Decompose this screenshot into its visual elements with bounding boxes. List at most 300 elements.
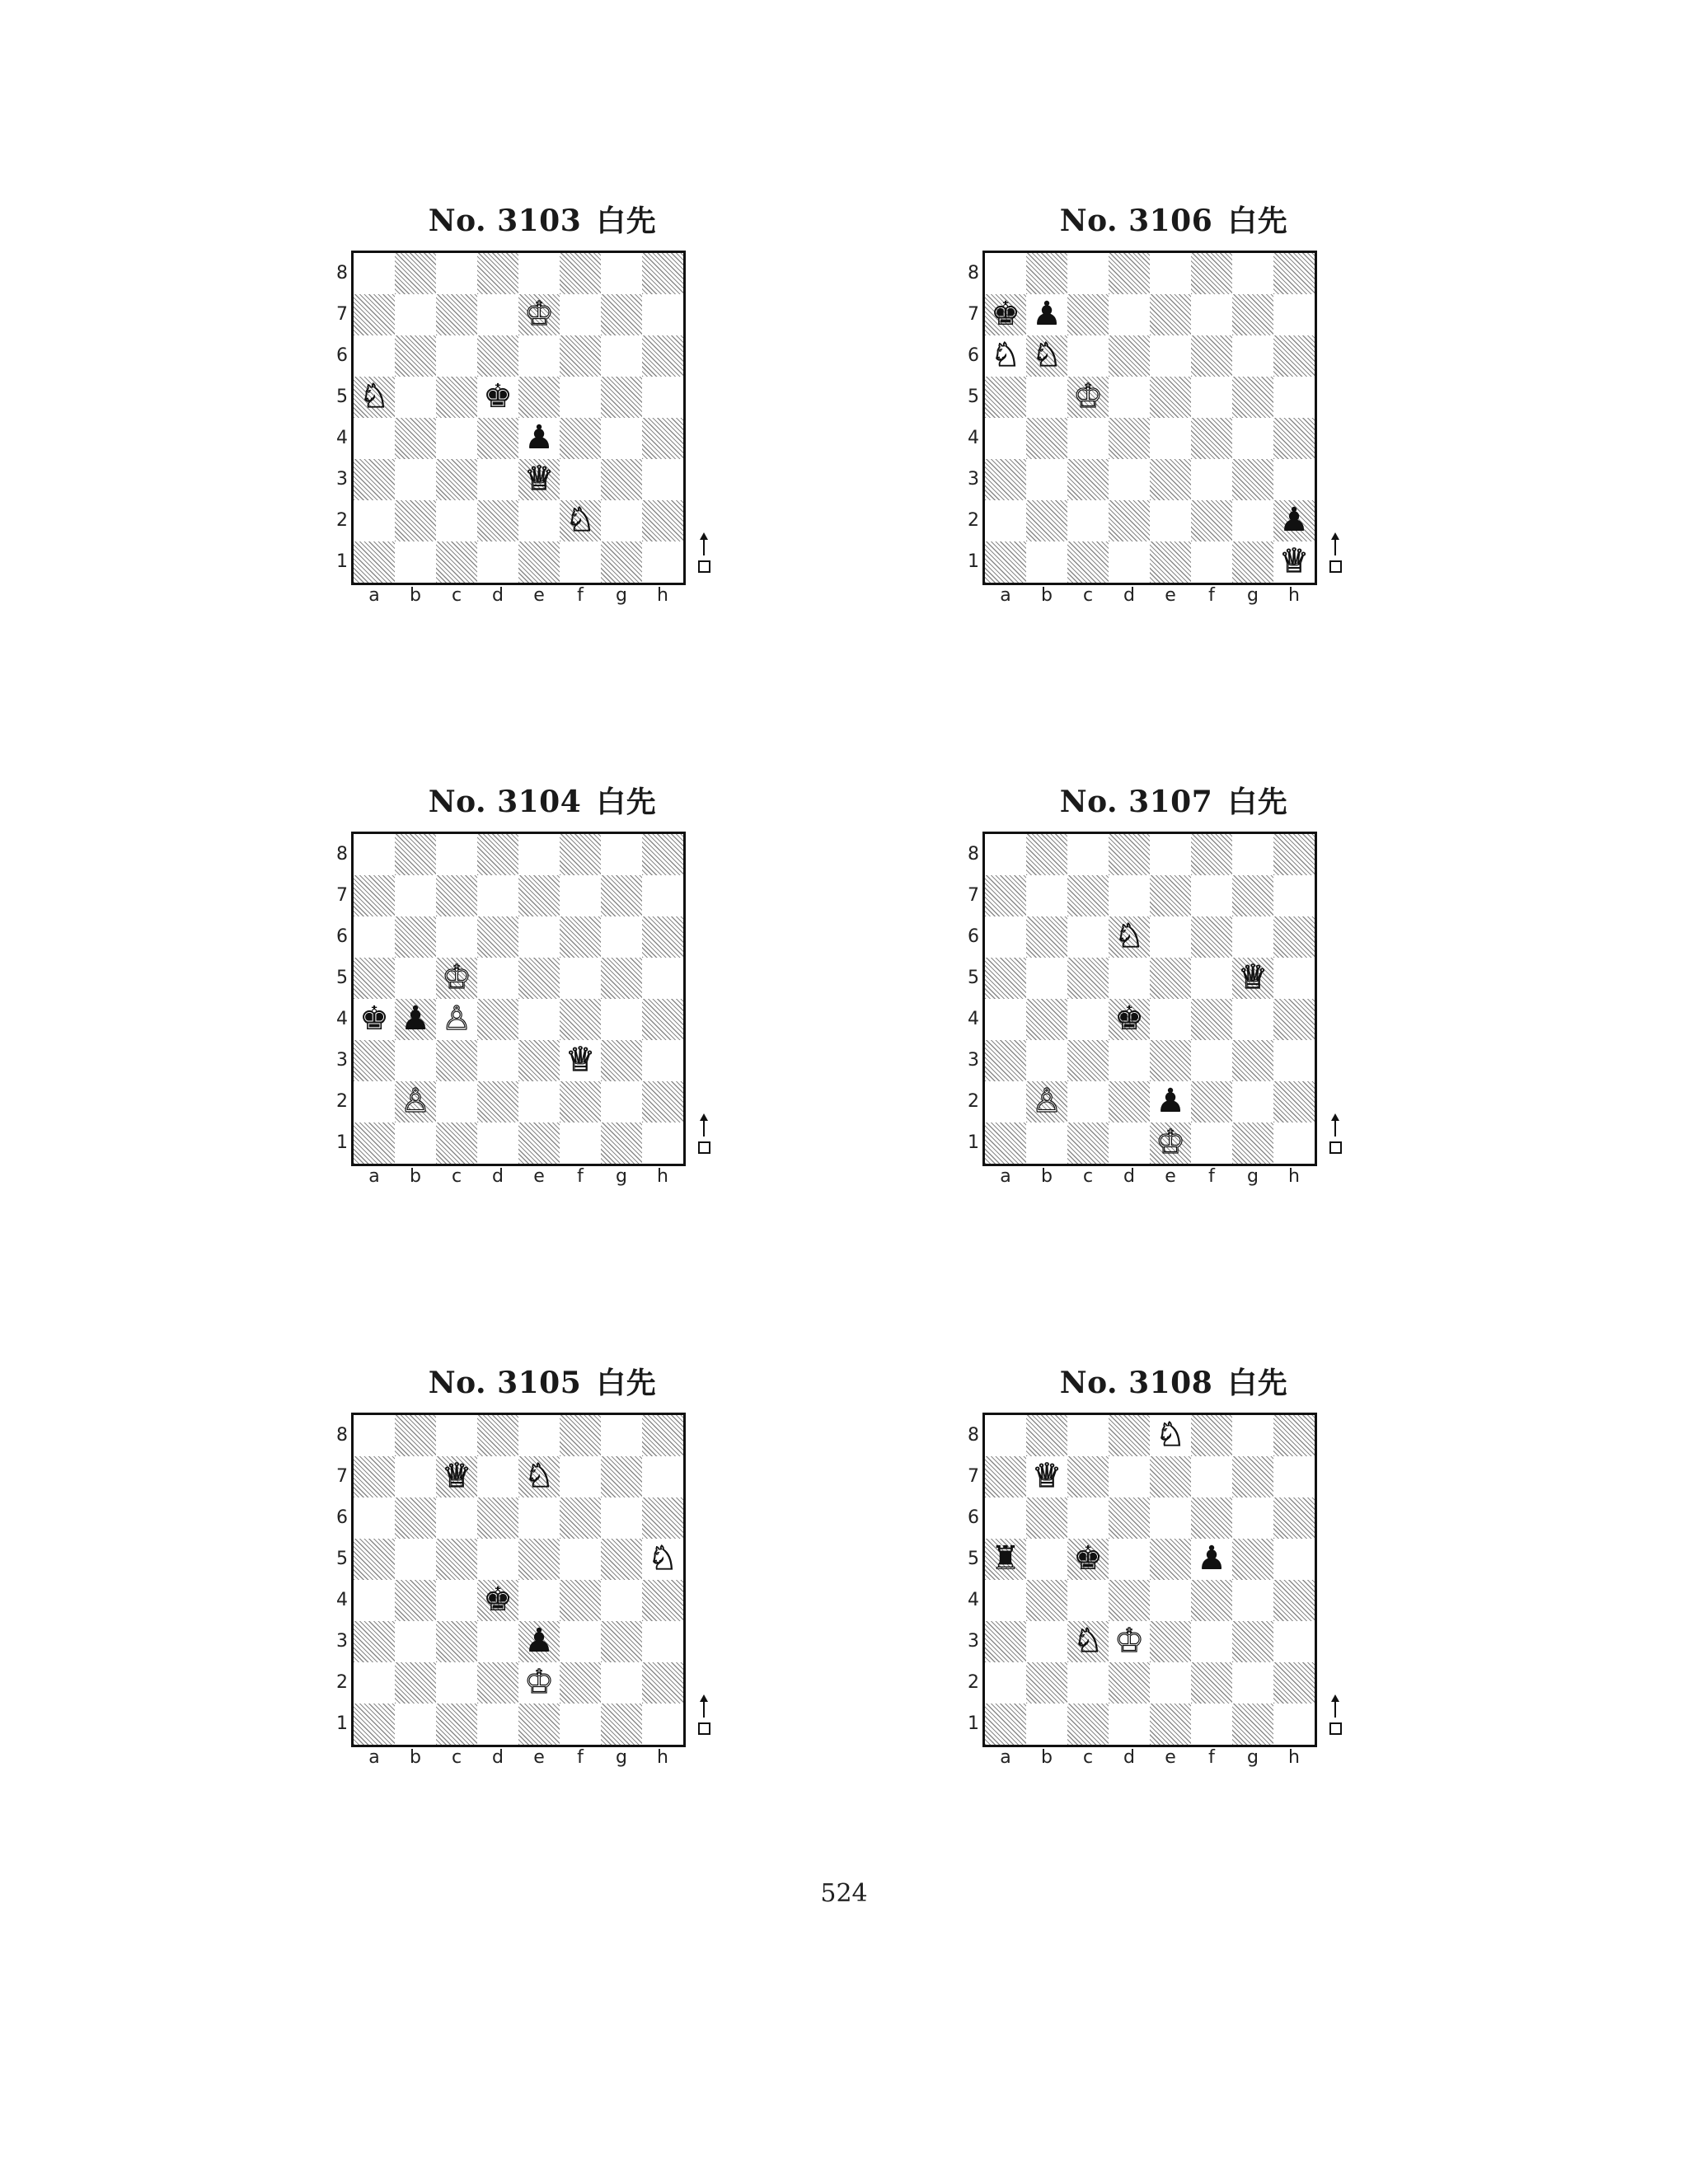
square-f7 <box>1191 875 1232 916</box>
arrow-shaft <box>703 1699 705 1718</box>
square-g6 <box>601 335 642 377</box>
square-b8 <box>395 253 436 294</box>
square-c2 <box>1067 1081 1109 1122</box>
square-g3 <box>601 1040 642 1081</box>
square-e6 <box>518 916 560 958</box>
rank-label: 7 <box>336 1466 348 1487</box>
file-labels <box>985 1747 1315 1768</box>
rank-label: 5 <box>968 387 979 407</box>
square-c4 <box>436 1580 477 1621</box>
white-square-icon <box>1329 1141 1342 1154</box>
square-g7 <box>1232 294 1273 335</box>
square-c5 <box>436 377 477 418</box>
file-label: a <box>1000 585 1011 606</box>
square-e5 <box>1150 377 1191 418</box>
square-f4 <box>560 999 601 1040</box>
square-f7 <box>560 294 601 335</box>
square-c7 <box>436 875 477 916</box>
square-h6 <box>1273 916 1315 958</box>
square-b2 <box>1026 1662 1067 1704</box>
square-d5 <box>1109 1539 1150 1580</box>
rank-label: 3 <box>968 469 979 490</box>
square-b3 <box>1026 1040 1067 1081</box>
white-queen-icon: ♕ <box>442 1457 471 1495</box>
rank-label: 2 <box>968 510 979 531</box>
square-h4 <box>1273 1580 1315 1621</box>
square-e2 <box>518 1081 560 1122</box>
square-b4 <box>395 999 436 1040</box>
square-f7 <box>560 1456 601 1497</box>
file-label: g <box>1247 1166 1259 1187</box>
square-f4 <box>560 1580 601 1621</box>
square-g2 <box>1232 1662 1273 1704</box>
arrow-shaft <box>1334 1118 1336 1137</box>
file-label: f <box>1208 585 1215 606</box>
square-c7 <box>436 294 477 335</box>
square-c8 <box>436 1415 477 1456</box>
square-f5 <box>1191 1539 1232 1580</box>
square-d1 <box>477 1122 518 1164</box>
square-a2 <box>354 1662 395 1704</box>
page-number: 524 <box>820 1879 868 1908</box>
square-f1 <box>1191 541 1232 583</box>
square-d8 <box>1109 253 1150 294</box>
square-c1 <box>436 541 477 583</box>
square-b8 <box>1026 834 1067 875</box>
square-a6 <box>985 335 1026 377</box>
square-h4 <box>642 999 683 1040</box>
rank-label: 4 <box>336 428 348 448</box>
file-label: f <box>1208 1747 1215 1768</box>
rank-label: 5 <box>336 1549 348 1569</box>
square-b7 <box>395 294 436 335</box>
square-a7 <box>985 875 1026 916</box>
square-e7 <box>1150 875 1191 916</box>
square-f2 <box>560 1662 601 1704</box>
square-f5 <box>560 1539 601 1580</box>
square-e5 <box>518 377 560 418</box>
file-label: g <box>1247 1747 1259 1768</box>
square-e7 <box>1150 1456 1191 1497</box>
white-knight-icon: ♘ <box>359 377 389 415</box>
square-b1 <box>1026 1704 1067 1745</box>
square-e6 <box>1150 335 1191 377</box>
square-e6 <box>1150 1497 1191 1539</box>
square-e4 <box>518 999 560 1040</box>
square-h6 <box>642 916 683 958</box>
square-h1 <box>642 1704 683 1745</box>
square-e5 <box>1150 958 1191 999</box>
white-queen-icon: ♕ <box>1279 542 1309 580</box>
square-b2 <box>1026 1081 1067 1122</box>
square-e7 <box>1150 294 1191 335</box>
square-d8 <box>477 1415 518 1456</box>
white-to-move-indicator <box>696 531 712 580</box>
rank-label: 8 <box>968 1425 979 1446</box>
square-g1 <box>1232 1122 1273 1164</box>
square-d5 <box>1109 958 1150 999</box>
square-e1 <box>1150 541 1191 583</box>
square-c7 <box>1067 1456 1109 1497</box>
square-g3 <box>1232 1621 1273 1662</box>
square-e2 <box>1150 1081 1191 1122</box>
black-pawn-icon: ♟ <box>1279 501 1309 539</box>
square-d8 <box>1109 834 1150 875</box>
square-b2 <box>395 1081 436 1122</box>
rank-label: 5 <box>968 968 979 988</box>
square-g1 <box>601 1704 642 1745</box>
square-g3 <box>1232 1040 1273 1081</box>
square-b8 <box>1026 253 1067 294</box>
square-b6 <box>395 1497 436 1539</box>
square-b6 <box>1026 916 1067 958</box>
square-g6 <box>1232 335 1273 377</box>
file-label: e <box>533 585 545 606</box>
square-f6 <box>560 916 601 958</box>
square-a6 <box>354 916 395 958</box>
square-h4 <box>1273 999 1315 1040</box>
square-b6 <box>395 916 436 958</box>
white-knight-icon: ♘ <box>1114 917 1144 955</box>
square-c3 <box>1067 1621 1109 1662</box>
square-a7 <box>985 294 1026 335</box>
square-h5 <box>642 958 683 999</box>
square-h8 <box>642 834 683 875</box>
square-h3 <box>642 1621 683 1662</box>
square-b7 <box>1026 294 1067 335</box>
square-g4 <box>1232 999 1273 1040</box>
square-a5 <box>985 958 1026 999</box>
square-d4 <box>477 1580 518 1621</box>
rank-label: 4 <box>968 1009 979 1029</box>
black-rook-icon: ♜ <box>991 1540 1020 1577</box>
rank-label: 8 <box>336 844 348 865</box>
square-d4 <box>477 999 518 1040</box>
puzzle-title: No. 3106 白先 <box>1059 204 1288 238</box>
square-h2 <box>1273 500 1315 541</box>
square-a1 <box>985 541 1026 583</box>
chess-board <box>351 251 686 585</box>
white-queen-icon: ♕ <box>524 460 554 498</box>
rank-labels <box>959 251 979 583</box>
square-h8 <box>1273 253 1315 294</box>
square-c1 <box>436 1122 477 1164</box>
square-d4 <box>1109 999 1150 1040</box>
square-f6 <box>1191 1497 1232 1539</box>
square-e3 <box>1150 1621 1191 1662</box>
puzzle-3106 <box>959 198 1388 659</box>
square-g5 <box>601 958 642 999</box>
white-to-move-indicator <box>1327 1112 1343 1161</box>
square-d2 <box>1109 1662 1150 1704</box>
square-e1 <box>518 541 560 583</box>
square-g8 <box>601 1415 642 1456</box>
square-c7 <box>436 1456 477 1497</box>
white-pawn-icon: ♙ <box>401 1082 430 1120</box>
square-c2 <box>436 1662 477 1704</box>
white-king-icon: ♔ <box>524 1663 554 1701</box>
square-b4 <box>395 1580 436 1621</box>
square-c6 <box>1067 916 1109 958</box>
arrow-shaft <box>1334 1699 1336 1718</box>
square-a6 <box>985 916 1026 958</box>
square-a8 <box>985 1415 1026 1456</box>
square-e4 <box>1150 1580 1191 1621</box>
square-g1 <box>1232 541 1273 583</box>
white-square-icon <box>698 560 710 573</box>
square-c8 <box>1067 834 1109 875</box>
square-h5 <box>642 377 683 418</box>
square-f1 <box>560 1122 601 1164</box>
square-b3 <box>395 1621 436 1662</box>
side-to-move-label: 白先 <box>1227 204 1288 238</box>
black-king-icon: ♚ <box>483 377 513 415</box>
square-g3 <box>601 459 642 500</box>
file-label: b <box>1041 585 1053 606</box>
puzzle-3108 <box>959 1360 1388 1821</box>
square-d5 <box>477 958 518 999</box>
square-e8 <box>518 834 560 875</box>
side-to-move-label: 白先 <box>596 785 657 819</box>
rank-label: 3 <box>336 1050 348 1071</box>
square-c5 <box>1067 958 1109 999</box>
square-f4 <box>1191 1580 1232 1621</box>
square-e8 <box>518 1415 560 1456</box>
file-label: d <box>492 585 504 606</box>
square-h6 <box>1273 1497 1315 1539</box>
square-h3 <box>1273 1621 1315 1662</box>
square-b2 <box>395 500 436 541</box>
chess-board <box>351 832 686 1166</box>
square-g8 <box>1232 1415 1273 1456</box>
file-label: h <box>657 585 668 606</box>
square-e6 <box>518 335 560 377</box>
square-d7 <box>477 875 518 916</box>
black-pawn-icon: ♟ <box>401 1000 430 1038</box>
arrow-shaft <box>703 537 705 555</box>
square-h7 <box>1273 294 1315 335</box>
square-a6 <box>354 335 395 377</box>
square-d8 <box>477 253 518 294</box>
black-pawn-icon: ♟ <box>524 1622 554 1660</box>
rank-labels <box>328 832 348 1164</box>
rank-label: 4 <box>968 1590 979 1610</box>
square-f4 <box>1191 999 1232 1040</box>
square-a1 <box>354 1122 395 1164</box>
file-label: d <box>1123 585 1135 606</box>
rank-labels <box>328 251 348 583</box>
file-label: c <box>451 1747 462 1768</box>
file-label: b <box>410 585 421 606</box>
square-f3 <box>560 459 601 500</box>
square-h8 <box>642 253 683 294</box>
square-h3 <box>642 1040 683 1081</box>
black-king-icon: ♚ <box>359 1000 389 1038</box>
side-to-move-label: 白先 <box>596 1366 657 1400</box>
square-g5 <box>1232 377 1273 418</box>
square-g7 <box>601 1456 642 1497</box>
square-b1 <box>1026 1122 1067 1164</box>
square-a5 <box>985 377 1026 418</box>
square-f8 <box>1191 1415 1232 1456</box>
square-h5 <box>1273 1539 1315 1580</box>
square-g8 <box>1232 253 1273 294</box>
square-c4 <box>1067 1580 1109 1621</box>
square-e3 <box>1150 459 1191 500</box>
square-b7 <box>1026 875 1067 916</box>
square-b5 <box>1026 1539 1067 1580</box>
square-b4 <box>1026 999 1067 1040</box>
file-label: b <box>410 1747 421 1768</box>
white-king-icon: ♔ <box>1156 1123 1185 1161</box>
square-a3 <box>354 1621 395 1662</box>
square-a3 <box>985 1621 1026 1662</box>
square-a1 <box>985 1704 1026 1745</box>
square-f7 <box>1191 1456 1232 1497</box>
square-a7 <box>985 1456 1026 1497</box>
square-e2 <box>518 1662 560 1704</box>
square-f5 <box>1191 377 1232 418</box>
file-labels <box>354 585 683 606</box>
rank-label: 4 <box>336 1590 348 1610</box>
square-h1 <box>642 541 683 583</box>
square-f2 <box>560 500 601 541</box>
square-g5 <box>1232 1539 1273 1580</box>
rank-label: 8 <box>336 263 348 284</box>
square-g8 <box>1232 834 1273 875</box>
black-pawn-icon: ♟ <box>524 419 554 457</box>
square-h5 <box>1273 377 1315 418</box>
rank-label: 6 <box>336 345 348 366</box>
square-c7 <box>1067 875 1109 916</box>
square-b2 <box>395 1662 436 1704</box>
square-a2 <box>985 1081 1026 1122</box>
square-g6 <box>1232 1497 1273 1539</box>
square-g4 <box>601 999 642 1040</box>
square-g7 <box>601 294 642 335</box>
square-c8 <box>1067 253 1109 294</box>
square-f8 <box>560 834 601 875</box>
square-f8 <box>560 1415 601 1456</box>
square-a5 <box>354 1539 395 1580</box>
square-b3 <box>1026 459 1067 500</box>
rank-labels <box>959 832 979 1164</box>
square-a8 <box>985 834 1026 875</box>
square-d7 <box>1109 294 1150 335</box>
file-label: a <box>368 1747 380 1768</box>
rank-label: 7 <box>968 1466 979 1487</box>
square-a2 <box>985 1662 1026 1704</box>
square-c5 <box>436 958 477 999</box>
puzzle-title: No. 3103 白先 <box>428 204 657 238</box>
file-label: b <box>1041 1747 1053 1768</box>
square-f1 <box>560 541 601 583</box>
square-f4 <box>1191 418 1232 459</box>
square-f3 <box>560 1040 601 1081</box>
square-h6 <box>642 1497 683 1539</box>
square-b5 <box>395 377 436 418</box>
square-d3 <box>477 459 518 500</box>
square-h3 <box>1273 1040 1315 1081</box>
rank-labels <box>328 1413 348 1745</box>
white-king-icon: ♔ <box>442 958 471 996</box>
file-label: g <box>1247 585 1259 606</box>
square-g2 <box>601 1662 642 1704</box>
white-square-icon <box>1329 560 1342 573</box>
side-to-move-label: 白先 <box>596 204 657 238</box>
rank-label: 3 <box>336 469 348 490</box>
square-f2 <box>560 1081 601 1122</box>
file-label: c <box>451 585 462 606</box>
square-a4 <box>985 1580 1026 1621</box>
square-g6 <box>601 1497 642 1539</box>
rank-label: 6 <box>968 926 979 947</box>
square-a5 <box>985 1539 1026 1580</box>
square-a2 <box>354 500 395 541</box>
square-g7 <box>1232 1456 1273 1497</box>
square-f5 <box>560 377 601 418</box>
square-f7 <box>1191 294 1232 335</box>
square-e6 <box>518 1497 560 1539</box>
file-label: d <box>1123 1166 1135 1187</box>
square-d7 <box>477 294 518 335</box>
square-c6 <box>436 916 477 958</box>
side-to-move-label: 白先 <box>1227 1366 1288 1400</box>
square-f6 <box>560 1497 601 1539</box>
square-e8 <box>1150 1415 1191 1456</box>
square-g5 <box>601 1539 642 1580</box>
white-to-move-indicator <box>1327 531 1343 580</box>
square-d2 <box>477 500 518 541</box>
square-h2 <box>642 1081 683 1122</box>
white-pawn-icon: ♙ <box>1032 1082 1062 1120</box>
square-d6 <box>477 335 518 377</box>
square-d7 <box>477 1456 518 1497</box>
square-h5 <box>1273 958 1315 999</box>
square-a1 <box>985 1122 1026 1164</box>
rank-label: 3 <box>968 1631 979 1652</box>
white-to-move-indicator <box>696 1693 712 1742</box>
square-b2 <box>1026 500 1067 541</box>
square-b1 <box>395 1704 436 1745</box>
black-king-icon: ♚ <box>991 295 1020 333</box>
square-h7 <box>1273 875 1315 916</box>
square-g3 <box>1232 459 1273 500</box>
square-f3 <box>1191 459 1232 500</box>
square-a6 <box>985 1497 1026 1539</box>
rank-label: 7 <box>336 304 348 325</box>
square-h8 <box>1273 1415 1315 1456</box>
square-c2 <box>1067 500 1109 541</box>
square-g1 <box>601 1122 642 1164</box>
square-h1 <box>642 1122 683 1164</box>
square-h4 <box>1273 418 1315 459</box>
square-c5 <box>436 1539 477 1580</box>
square-b7 <box>395 875 436 916</box>
square-b6 <box>395 335 436 377</box>
square-d5 <box>477 1539 518 1580</box>
square-g5 <box>601 377 642 418</box>
square-d3 <box>1109 1040 1150 1081</box>
square-c3 <box>1067 459 1109 500</box>
white-knight-icon: ♘ <box>991 336 1020 374</box>
white-knight-icon: ♘ <box>1156 1416 1185 1454</box>
file-label: g <box>616 585 627 606</box>
file-labels <box>354 1166 683 1187</box>
file-label: h <box>1288 585 1300 606</box>
square-f6 <box>1191 335 1232 377</box>
white-knight-icon: ♘ <box>1073 1622 1103 1660</box>
